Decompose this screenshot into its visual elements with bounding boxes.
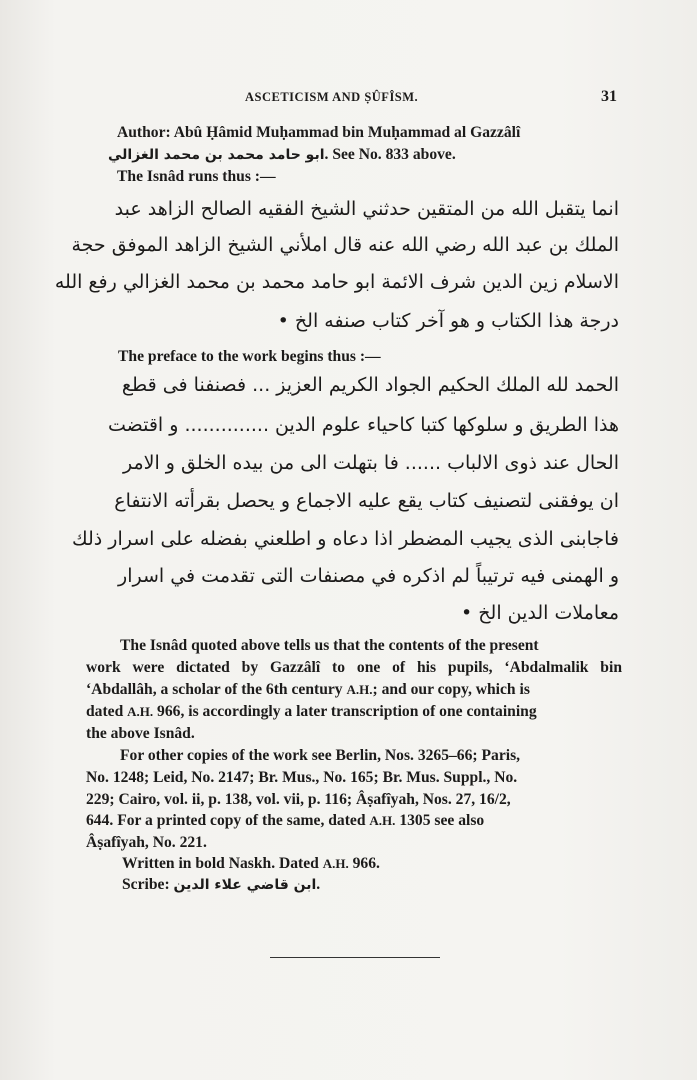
author-arabic-line	[108, 146, 456, 164]
preface-arabic-line: ان يوفقنى لتصنيف كتاب يقع عليه الاجماع و يحصل بقرأته الانتفاع	[114, 490, 619, 512]
text-segment: ‘Abdallâh, a scholar of the 6th century	[86, 681, 347, 698]
page-number: 31	[601, 88, 617, 105]
paragraph-2-line: 229; Cairo, vol. ii, p. 138, vol. vii, p. 116; Âṣafîyah, Nos. 27, 16/2,	[86, 791, 511, 808]
text-segment: 966.	[348, 855, 380, 872]
written-line	[122, 855, 380, 873]
isnad-arabic-line: الاسلام زين الدين شرف الائمة ابو حامد محمد بن محمد الغزالي رفع الله	[54, 271, 619, 293]
text-segment: 1305 see also	[395, 812, 485, 829]
text-segment: Written in bold Naskh. Dated	[122, 855, 323, 872]
paragraph-2-line	[86, 812, 484, 830]
paragraph-1-line	[86, 703, 537, 721]
scribe-name-arabic: ابن قاضي علاء الدين	[173, 877, 317, 893]
see-reference: . See No. 833 above.	[324, 146, 456, 163]
preface-arabic-line: الحمد لله الملك الحكيم الجواد الكريم العزيز ... فصنفنا فى قطع	[121, 374, 619, 396]
preface-arabic-line: و الهمنى فيه ترتيباً لم اذكره في مصنفات التى تقدمت في اسرار	[118, 565, 619, 587]
scribe-line	[122, 876, 320, 894]
preface-arabic-line: فاجابنى الذى يجيب المضطر اذا دعاه و اطلعني بفضله على اسرار ذلك	[71, 528, 619, 550]
text-segment: 644. For a printed copy of the same, dated	[86, 812, 370, 829]
author-line: Author: Abû Ḥâmid Muḥammad bin Muḥammad al Gazzâlî	[117, 124, 521, 141]
paragraph-2-line: No. 1248; Leid, No. 2147; Br. Mus., No. 165; Br. Mus. Suppl., No.	[86, 769, 518, 786]
isnad-arabic-line: انما يتقبل الله من المتقين حدثني الشيخ الفقيه الصالح الزاهد عبد	[114, 198, 619, 220]
paragraph-2-line: Âṣafîyah, No. 221.	[86, 834, 207, 851]
era-abbrev: A.H.	[127, 704, 154, 719]
isnad-arabic-line: درجة هذا الكتاب و هو آخر كتاب صنفه الخ •	[277, 310, 619, 332]
era-abbrev: A.H.	[346, 682, 373, 697]
paragraph-1-line	[86, 681, 530, 699]
running-title: ASCETICISM AND ṢÛFÎSM.	[245, 90, 419, 104]
section-divider	[270, 957, 440, 958]
preface-intro: The preface to the work begins thus :—	[118, 348, 381, 365]
author-arabic-name: ابو حامد محمد بن محمد الغزالي	[108, 147, 325, 163]
paragraph-1-line: The Isnâd quoted above tells us that the contents of the present	[120, 637, 539, 654]
paragraph-1-line: work were dictated by Gazzâlî to one of his pupils, ‘Abdalmalik bin	[86, 659, 622, 676]
era-abbrev: A.H.	[369, 813, 396, 828]
text-segment: .	[316, 876, 321, 893]
preface-arabic-line: الحال عند ذوى الالباب ...... فا بتهلت الى من بيده الخلق و الامر	[122, 452, 619, 474]
scribe-label: Scribe:	[122, 876, 174, 893]
page-header	[0, 88, 697, 108]
era-abbrev: A.H.	[322, 856, 349, 871]
paragraph-1-line: the above Isnâd.	[86, 725, 195, 742]
text-segment: ; and our copy, which is	[372, 681, 530, 698]
paragraph-2-line: For other copies of the work see Berlin, Nos. 3265–66; Paris,	[120, 747, 521, 764]
text-segment: dated	[86, 703, 128, 720]
isnad-intro: The Isnâd runs thus :—	[117, 168, 276, 185]
preface-arabic-line: هذا الطريق و سلوكها كتبا كاحياء علوم الدين .............. و اقتضت	[107, 414, 619, 436]
preface-arabic-line: معاملات الدين الخ •	[461, 602, 619, 624]
isnad-arabic-line: الملك بن عبد الله رضي الله عنه قال املأني الشيخ الزاهد الموفق حجة	[71, 234, 619, 256]
text-segment: 966, is accordingly a later transcription of one containing	[153, 703, 537, 720]
